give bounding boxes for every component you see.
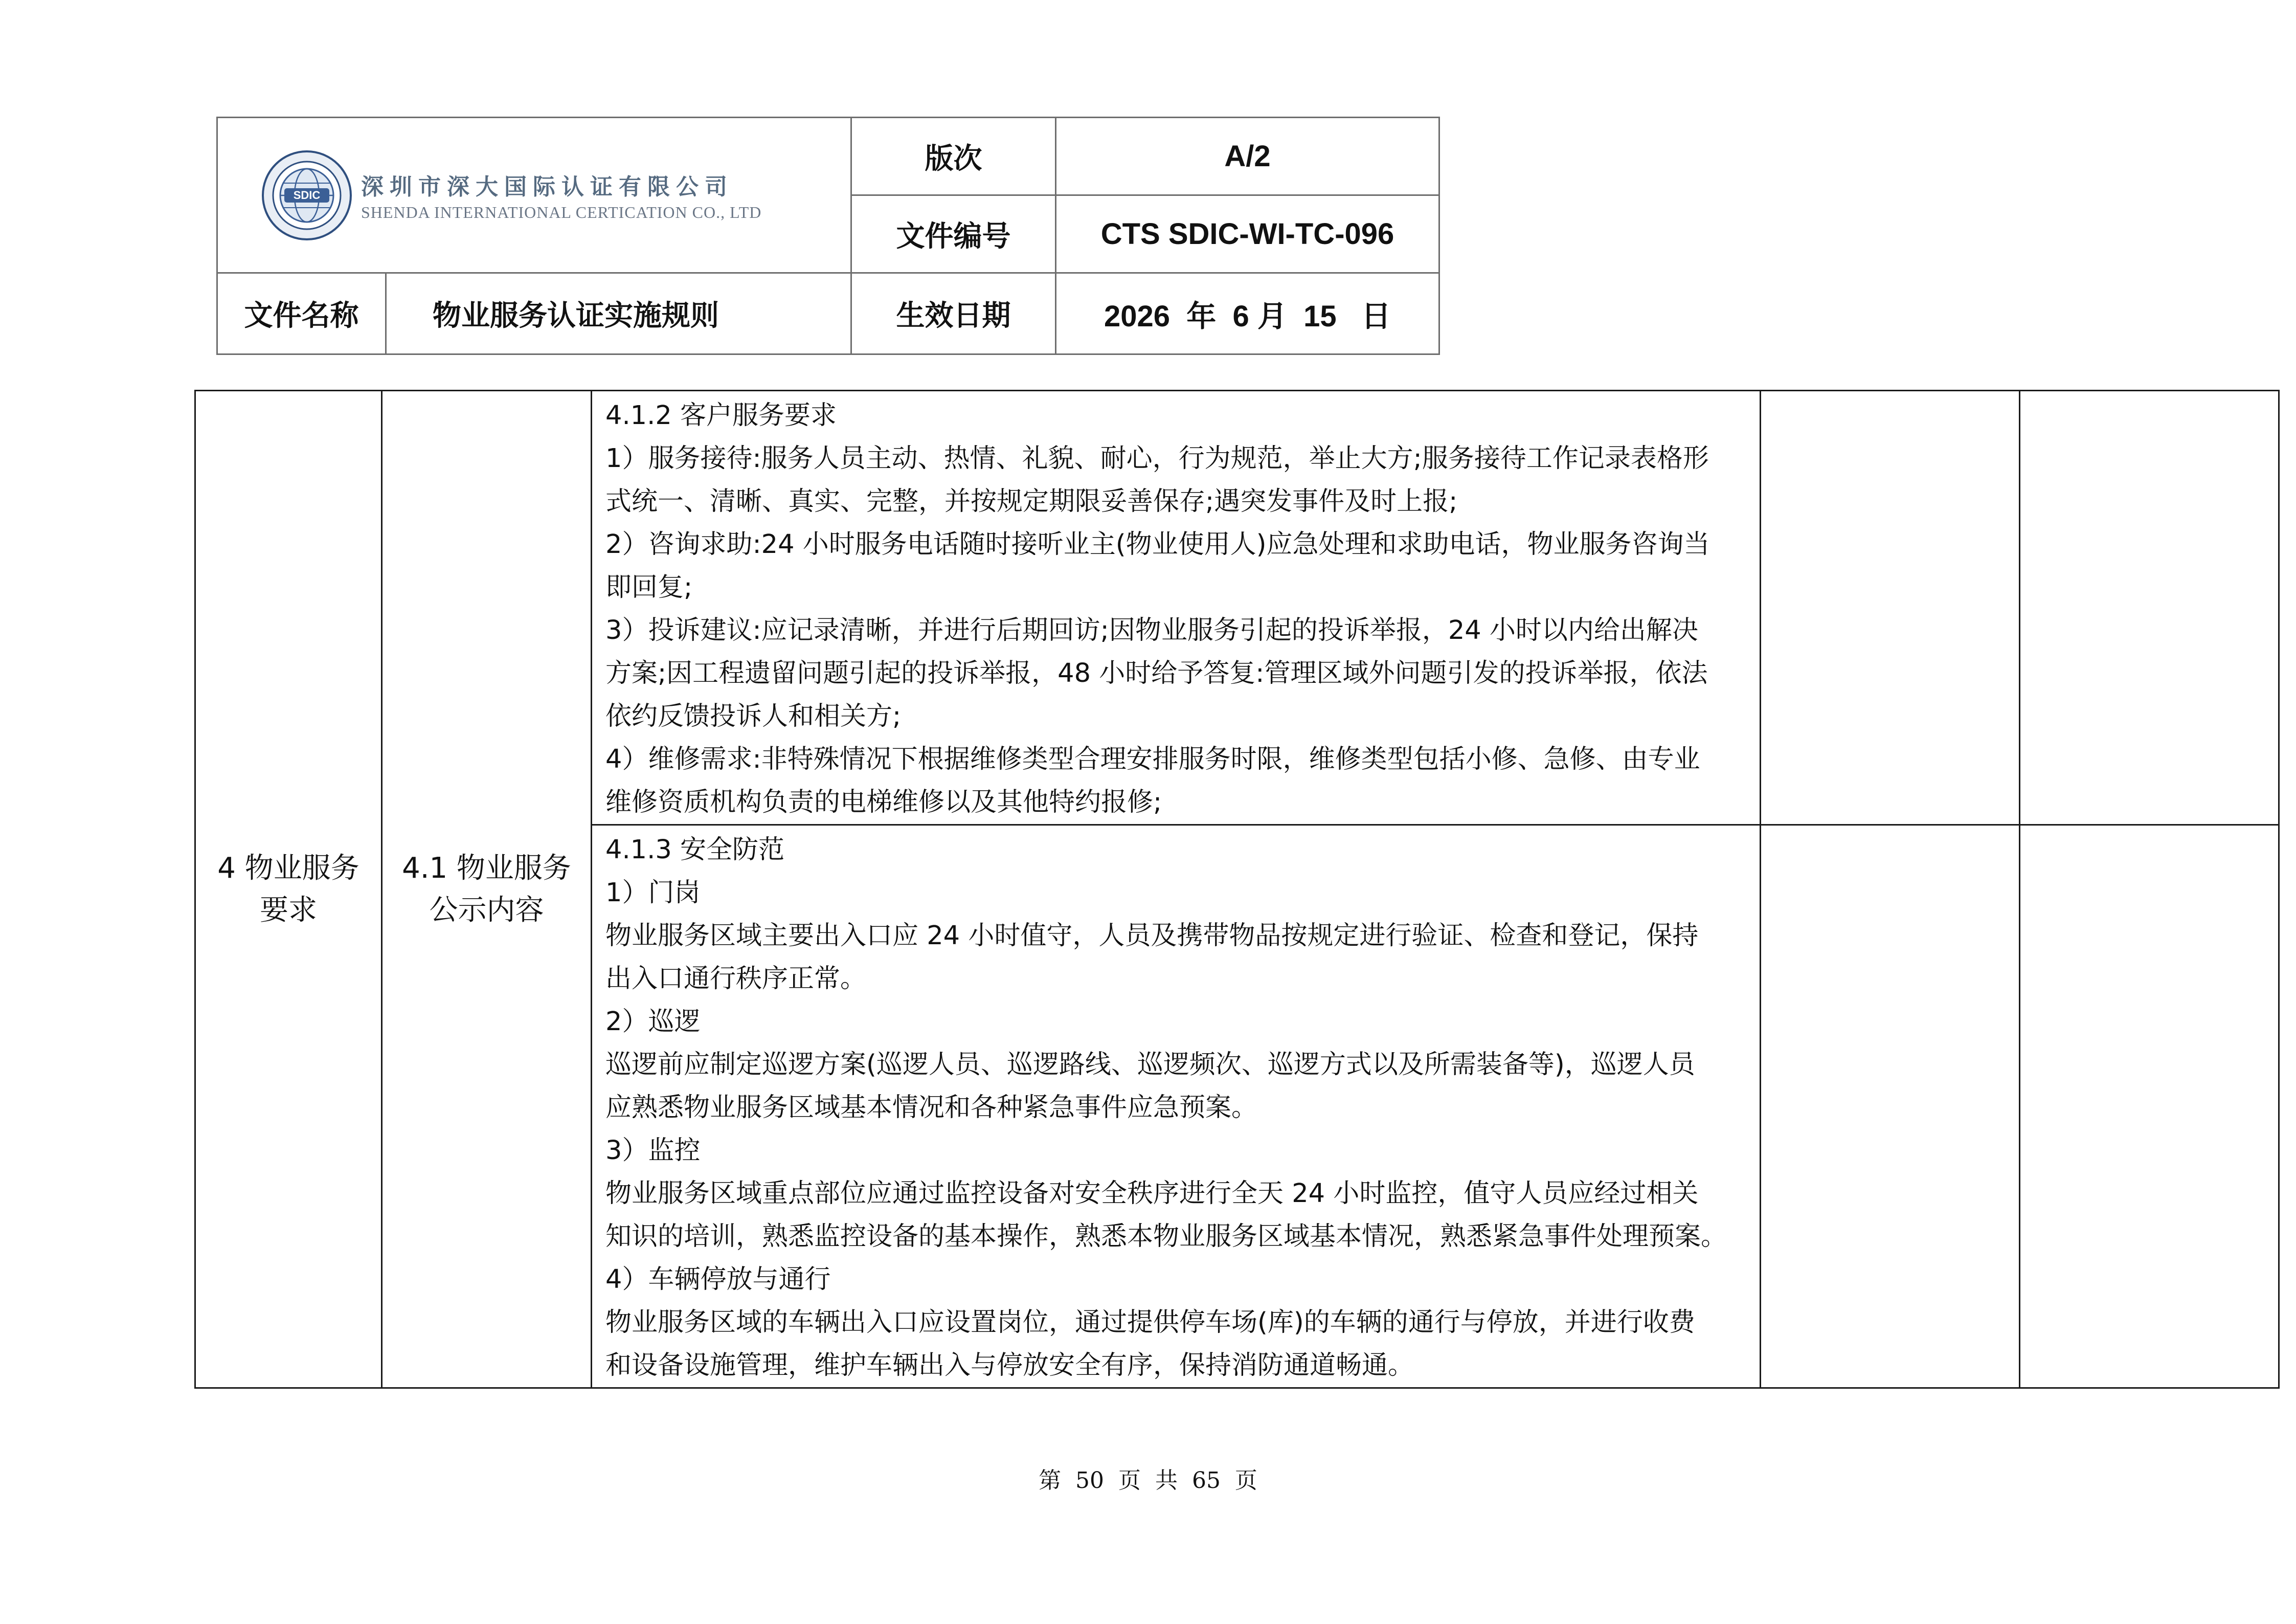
content-line: 和设备设施管理，维护车辆出入与停放安全有序，保持消防通道畅通。 — [605, 1350, 1414, 1381]
doc-name-label: 文件名称 — [217, 273, 386, 354]
customer-service-content — [592, 391, 1761, 825]
content-line: 出入口通行秩序正常。 — [605, 964, 867, 994]
company-name-en: SHENDA INTERNATIONAL CERTICATION CO., LTD — [361, 203, 762, 221]
doc-name-value: 物业服务认证实施规则 — [386, 273, 851, 354]
content-line: 4.1.3 安全防范 — [605, 835, 784, 865]
empty-cell — [1761, 825, 2020, 1388]
document-header-table — [216, 117, 1440, 355]
content-line: 应熟悉物业服务区域基本情况和各种紧急事件应急预案。 — [605, 1093, 1258, 1123]
subcategory-line: 4.1 物业服务 — [402, 851, 571, 885]
company-logo-cell — [217, 118, 851, 273]
content-line: 4）维修需求:非特殊情况下根据维修类型合理安排服务时限，维修类型包括小修、急修、由专业 — [605, 744, 1700, 774]
doc-number-label: 文件编号 — [851, 195, 1056, 273]
subcategory-line: 公示内容 — [429, 893, 544, 927]
content-line: 1）门岗 — [605, 878, 701, 908]
empty-cell — [2020, 825, 2279, 1388]
content-line: 4）车辆停放与通行 — [605, 1264, 831, 1295]
content-line: 知识的培训，熟悉监控设备的基本操作，熟悉本物业服务区域基本情况，熟悉紧急事件处理预案。 — [605, 1221, 1727, 1252]
subcategory-cell — [382, 391, 592, 1388]
content-line: 2）巡逻 — [605, 1007, 701, 1037]
security-content — [592, 825, 1761, 1388]
version-value: A/2 — [1056, 118, 1439, 195]
category-cell — [195, 391, 382, 1388]
content-line: 即回复; — [605, 572, 693, 603]
doc-number-value: CTS SDIC-WI-TC-096 — [1056, 195, 1439, 273]
content-line: 物业服务区域的车辆出入口应设置岗位，通过提供停车场(库)的车辆的通行与停放，并进行收费 — [605, 1307, 1695, 1338]
content-line: 3）投诉建议:应记录清晰，并进行后期回访;因物业服务引起的投诉举报，24 小时以内给出解决 — [605, 615, 1698, 646]
logo-badge-text: SDIC — [293, 188, 321, 202]
content-line: 方案;因工程遗留问题引起的投诉举报，48 小时给予答复:管理区域外问题引发的投诉举报，依法 — [605, 658, 1708, 688]
sdic-logo-icon — [261, 149, 353, 241]
content-line: 1）服务接待:服务人员主动、热情、礼貌、耐心，行为规范，举止大方;服务接待工作记录表格形 — [605, 443, 1709, 474]
table-row — [195, 391, 2279, 825]
effective-date-label: 生效日期 — [851, 273, 1056, 354]
empty-cell — [2020, 391, 2279, 825]
company-name-cn: 深圳市深大国际认证有限公司 — [361, 174, 733, 200]
category-line: 要求 — [260, 893, 317, 927]
content-line: 维修资质机构负责的电梯维修以及其他特约报修; — [605, 787, 1162, 817]
category-line: 4 物业服务 — [217, 851, 359, 885]
version-label: 版次 — [851, 118, 1056, 195]
content-line: 3）监控 — [605, 1136, 701, 1166]
content-line: 物业服务区域重点部位应通过监控设备对安全秩序进行全天 24 小时监控，值守人员应经过相关 — [605, 1178, 1699, 1209]
content-line: 式统一、清晰、真实、完整，并按规定期限妥善保存;遇突发事件及时上报; — [605, 486, 1458, 517]
content-line: 巡逻前应制定巡逻方案(巡逻人员、巡逻路线、巡逻频次、巡逻方式以及所需装备等)，巡逻人员 — [605, 1050, 1695, 1080]
content-line: 2）咨询求助:24 小时服务电话随时接听业主(物业使用人)应急处理和求助电话，物业服务咨询当 — [605, 529, 1710, 560]
requirements-table — [194, 390, 2280, 1389]
content-line: 物业服务区域主要出入口应 24 小时值守，人员及携带物品按规定进行验证、检查和登记，保持 — [605, 921, 1699, 951]
page-number: 第 50 页 共 65 页 — [1039, 1467, 1257, 1494]
content-line: 依约反馈投诉人和相关方; — [605, 701, 902, 731]
empty-cell — [1761, 391, 2020, 825]
content-line: 4.1.2 客户服务要求 — [605, 401, 837, 431]
effective-date-value: 2026 年 6 月 15 日 — [1056, 273, 1439, 354]
